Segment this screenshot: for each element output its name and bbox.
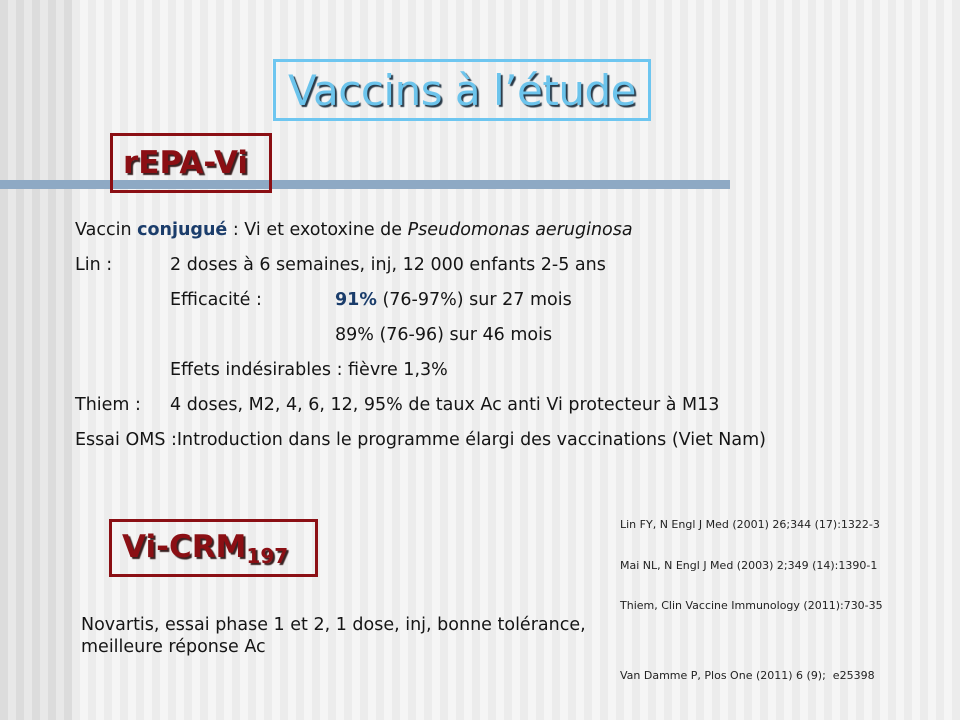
reference-item: Thiem, Clin Vaccine Immunology (2011):730-35 (620, 599, 883, 612)
heading-main: Vi-CRM (122, 528, 247, 565)
highlight-91: 91% (335, 290, 377, 310)
line-vaccin-conjugue (75, 219, 633, 241)
highlight-conjugue: conjugué (137, 220, 228, 240)
line-efficacite-label: Efficacité : (170, 290, 262, 310)
text: Vaccin (75, 220, 138, 240)
oms-label: Essai OMS : (75, 430, 177, 450)
line-efficacite-value (335, 289, 572, 311)
references-block (620, 491, 883, 626)
line-novartis-1: Novartis, essai phase 1 et 2, 1 dose, inj, bonne tolérance, (81, 615, 586, 635)
line-thiem-label: Thiem : (75, 395, 141, 415)
section-heading-text (122, 529, 288, 568)
line-novartis-2: meilleure réponse Ac (81, 637, 266, 657)
oms-text: Introduction dans le programme élargi des vaccinations (Viet Nam) (176, 430, 766, 450)
section-heading-repa-vi (110, 133, 272, 193)
text: (76-97%) sur 27 mois (376, 290, 572, 310)
slide-title: Vaccins à l’étude (288, 65, 636, 115)
line-thiem-text: 4 doses, M2, 4, 6, 12, 95% de taux Ac anti Vi protecteur à M13 (170, 395, 720, 415)
line-effets: Effets indésirables : fièvre 1,3% (170, 360, 448, 380)
section-heading-vi-crm197 (109, 519, 318, 577)
line-efficacite-46: 89% (76-96) sur 46 mois (335, 325, 553, 345)
line-lin-text: 2 doses à 6 semaines, inj, 12 000 enfants 2-5 ans (170, 255, 606, 275)
slide-title-box (273, 59, 651, 121)
section-heading-text: rEPA-Vi (123, 145, 249, 181)
text: : Vi et exotoxine de (227, 220, 408, 240)
reference-van-damme: Van Damme P, Plos One (2011) 6 (9); e25398 (620, 669, 875, 682)
species-name: Pseudomonas aeruginosa (407, 220, 633, 240)
line-lin-label: Lin : (75, 255, 113, 275)
left-stripe-band (0, 0, 72, 720)
line-oms (75, 429, 766, 451)
reference-item: Mai NL, N Engl J Med (2003) 2;349 (14):1390-1 (620, 558, 878, 572)
heading-subscript: 197 (246, 543, 289, 568)
reference-item: Lin FY, N Engl J Med (2001) 26;344 (17):1322-3 (620, 518, 880, 531)
